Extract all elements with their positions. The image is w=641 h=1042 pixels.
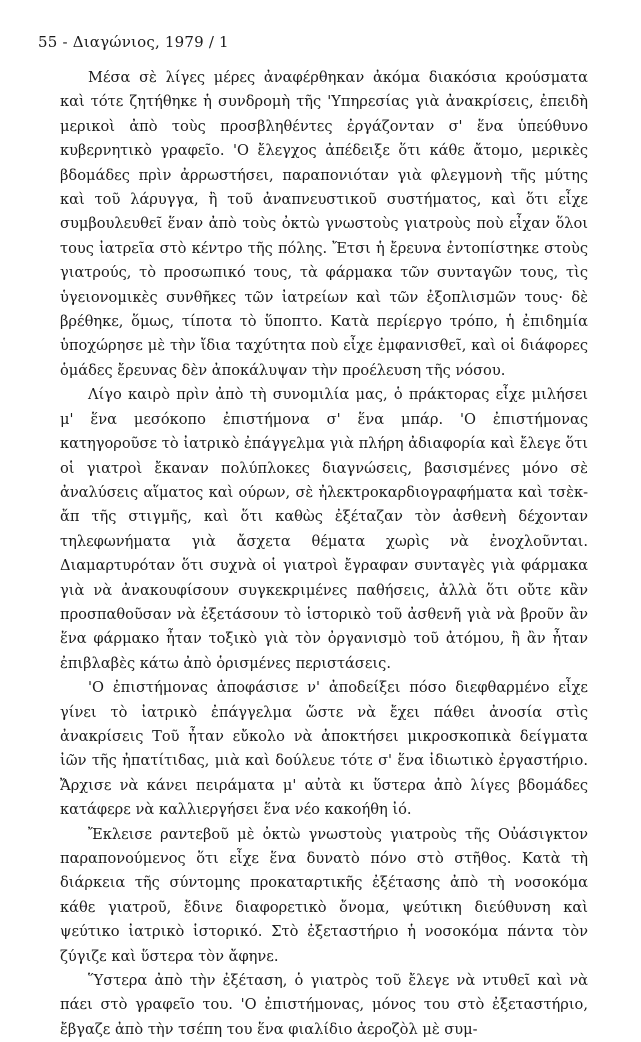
paragraph-5: Ὕστερα ἀπὸ τὴν ἐξέταση, ὁ γιατρὸς τοῦ ἔλεγε νὰ ντυθεῖ καὶ νὰ πάει στὸ γραφεῖο του. 'Ο ἐπιστήμονας, μόνος του στὸ ἐξεταστήριο, ἔβγαζε ἀπὸ τὴν τσέπη του ἕνα φιαλίδιο ἀεροζὸλ μὲ συμ- (60, 972, 588, 1038)
body-text (60, 66, 588, 1042)
paragraph-2: Λίγο καιρὸ πρὶν ἀπὸ τὴ συνομιλία μας, ὁ πράκτορας εἶχε μιλήσει μ' ἕνα μεσόκοπο ἐπιστήμονα σ' ἕνα μπάρ. 'Ο ἐπιστήμονας κατηγοροῦσε τὸ ἰατρικὸ ἐπάγγελμα γιὰ πλήρη ἀδιαφορία καὶ ἔλεγε ὅτι οἱ γιατροὶ ἔκαναν πολύπλοκες διαγνώσεις, βασισμένες μόνο σὲ ἀναλύσεις αἵματος καὶ ούρων, σὲ ἠλεκτροκαρδιογραφήματα καὶ τσὲκ-ἄπ τῆς στιγμῆς, καὶ ὅτι καθὼς ἐξέταζαν τὸν ἀσθενὴ δέχονταν τηλεφωνήματα γιὰ ἄσχετα θέματα χωρὶς νὰ ἐνοχλοῦνται. Διαμαρτυρόταν ὅτι συχνὰ οἱ γιατροὶ ἔγραφαν συνταγὲς γιὰ φάρμακα γιὰ νὰ ἀνακουφίσουν συγκεκριμένες παθήσεις, ἀλλὰ ὅτι οὔτε κἂν προσπαθοῦσαν νὰ ἐξετάσουν τὸ ἱστορικὸ τοῦ ἀσθενῆ γιὰ νὰ βροῦν ἂν ἕνα φάρμακο ἦταν τοξικὸ γιὰ τὸν ὀργανισμὸ τοῦ ἀτόμου, ἢ ἂν ἦταν ἐπιβλαβὲς κάτω ἀπὸ ὁρισμένες περιστάσεις. (60, 386, 588, 672)
running-head: 55 - Διαγώνιος, 1979 / 1 (38, 33, 229, 51)
paragraph-3: 'Ο ἐπιστήμονας ἀποφάσισε ν' ἀποδείξει πόσο διεφθαρμένο εἶχε γίνει τὸ ἰατρικὸ ἐπάγγελμα ὥστε νὰ ἔχει πάθει ἀνοσία στὶς ἀνακρίσεις Τοῦ ἦταν εὔκολο νὰ ἀποκτήσει μικροσκοπικὰ δείγματα ἰῶν τῆς ἠπατίτιδας, μιὰ καὶ δούλευε τότε σ' ἕνα ἰδιωτικὸ ἐργαστήριο. Ἄρχισε νὰ κάνει πειράματα μ' αὐτὰ κι ὕστερα ἀπὸ λίγες βδομάδες κατάφερε νὰ καλλιεργήσει ἕνα νέο κακοήθη ἰό. (60, 679, 588, 819)
paragraph-4: Ἔκλεισε ραντεβοῦ μὲ ὀκτὼ γνωστοὺς γιατροὺς τῆς Οὐάσιγκτον παραπονούμενος ὅτι εἶχε ἕνα δυνατὸ πόνο στὸ στῆθος. Κατὰ τὴ διάρκεια τῆς σύντομης προκαταρτικῆς ἐξέτασης ἀπὸ τὴ νοσοκόμα κάθε γιατροῦ, ἔδινε διαφορετικὸ ὄνομα, ψεύτικη διεύθυνση καὶ ψεύτικο ἰατρικὸ ἱστορικό. Στὸ ἐξεταστήριο ἡ νοσοκόμα πάντα τὸν ζύγιζε καὶ ὕστερα τὸν ἄφηνε. (60, 825, 588, 965)
paragraph-1: Μέσα σὲ λίγες μέρες ἀναφέρθηκαν ἀκόμα διακόσια κρούσματα καὶ τότε ζητήθηκε ἡ συνδρομὴ τῆς 'Υπηρεσίας γιὰ ἀνακρίσεις, ἐπειδὴ μερικοὶ ἀπὸ τοὺς προσβληθέντες ἐργάζονταν σ' ἕνα ὑπεύθυνο κυβερνητικὸ γραφεῖο. 'Ο ἔλεγχος ἀπέδειξε ὅτι κάθε ἄτομο, μερικὲς βδομάδες πρὶν ἀρρωστήσει, παραπονιόταν γιὰ φλεγμονὴ τῆς μύτης καὶ τοῦ λάρυγγα, ἢ τοῦ ἀναπνευστικοῦ συστήματος, καὶ ὅτι εἶχε συμβουλευθεῖ ἕναν ἀπὸ τοὺς ὀκτὼ γνωστοὺς γιατροὺς ποὺ εἶχαν ὅλοι τους ἰατρεῖα στὸ κέντρο τῆς πόλης. Ἔτσι ἡ ἔρευνα ἐντοπίστηκε στοὺς γιατρούς, τὸ προσωπικό τους, τὰ φάρμακα τῶν συνταγῶν τους, τὶς ὑγειονομικὲς συνθῆκες τῶν ἰατρείων καὶ τῶν ἐξοπλισμῶν τους· δὲ βρέθηκε, ὅμως, τίποτα τὸ ὕποπτο. Κατὰ περίεργο τρόπο, ἡ ἐπιδημία ὑποχώρησε μὲ τὴν ἴδια ταχύτητα ποὺ εἶχε ἐμφανισθεῖ, καὶ οἱ διάφορες ὁμάδες ἔρευνας δὲν ἀποκάλυψαν τὴν προέλευση τῆς νόσου. (60, 69, 588, 379)
